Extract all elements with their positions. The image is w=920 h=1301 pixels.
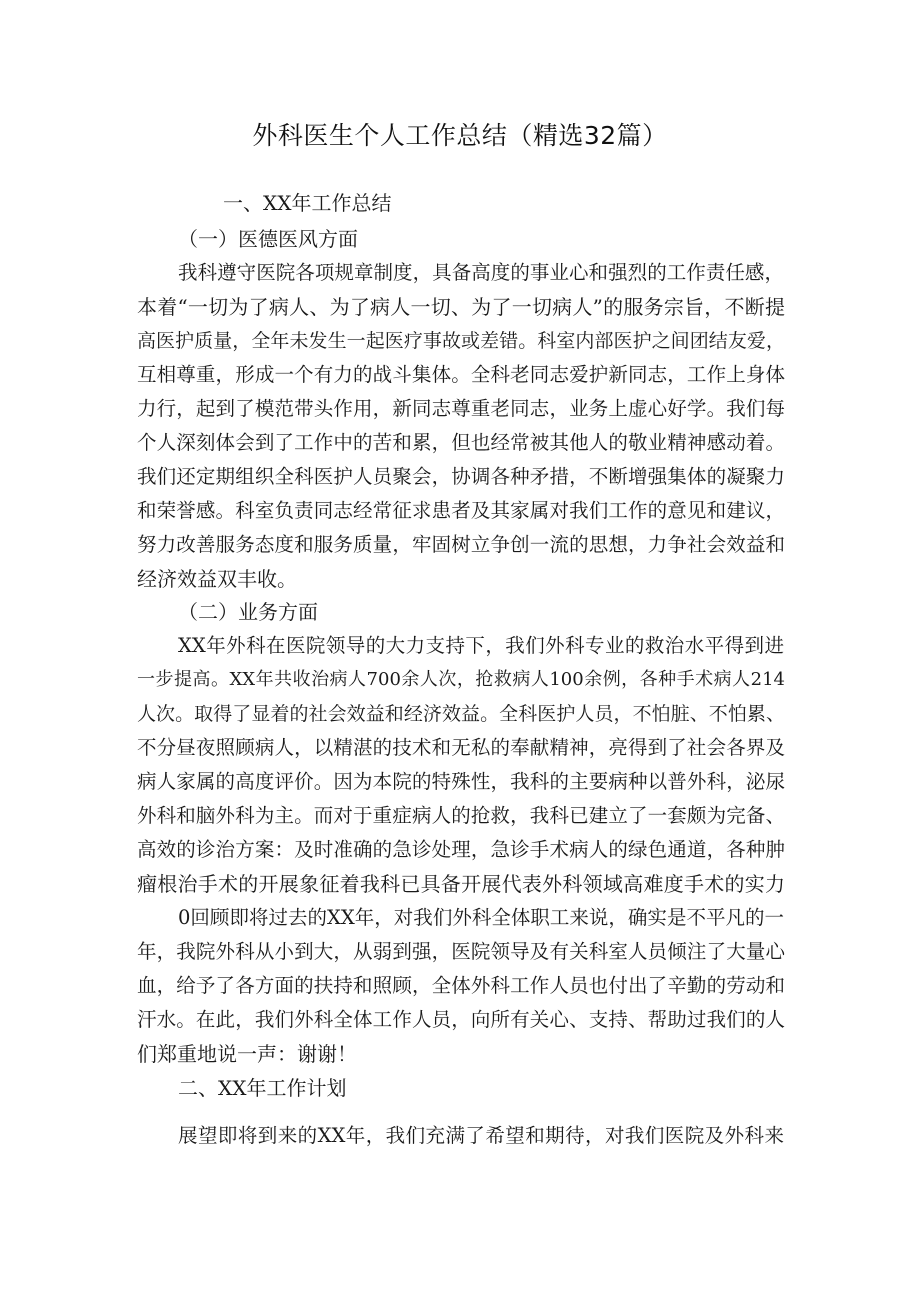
subsection-heading-business: （二）业务方面 — [178, 600, 318, 624]
paragraph-line: 我科遵守医院各项规章制度，具备高度的事业心和强烈的工作责任感， — [178, 261, 784, 284]
paragraph-line: 不分昼夜照顾病人，以精湛的技术和无私的奉献精神，亮得到了社会各界及 — [137, 736, 785, 759]
paragraph-line: 0回顾即将过去的XX年，对我们外科全体职工来说，确实是不平凡的一 — [178, 906, 784, 929]
paragraph-line: 努力改善服务态度和服务质量，牢固树立争创一流的思想，力争社会效益和 — [137, 533, 785, 556]
paragraph-line: 们郑重地说一声：谢谢！ — [137, 1042, 357, 1066]
paragraph-line: 展望即将到来的XX年，我们充满了希望和期待，对我们医院及外科来 — [178, 1124, 784, 1147]
paragraph-line: 我们还定期组织全科医护人员聚会，协调各种矛措，不断增强集体的凝聚力 — [137, 465, 785, 488]
paragraph-line: 外科和脑外科为主。而对于重症病人的抢救，我科已建立了一套颇为完备、 — [137, 804, 785, 827]
paragraph-line: 个人深刻体会到了工作中的苦和累，但也经常被其他人的敬业精神感动着。 — [137, 431, 785, 454]
paragraph-line: 力行，起到了模范带头作用，新同志尊重老同志，业务上虚心好学。我们每 — [137, 397, 785, 420]
paragraph-line: 一步提高。XX年共收治病人700余人次，抢救病人100余例，各种手术病人214 — [137, 669, 785, 690]
paragraph-line: 瘤根治手术的开展象征着我科已具备开展代表外科领域高难度手术的实力 — [137, 872, 785, 896]
paragraph-line: 高医护质量，全年未发生一起医疗事故或差错。科室内部医护之间团结友爱， — [137, 330, 785, 352]
paragraph-line: 本着“一切为了病人、为了病人一切、为了一切病人”的服务宗旨，不断提 — [137, 295, 785, 319]
paragraph-line: 人次。取得了显着的社会效益和经济效益。全科医护人员，不怕脏、不怕累、 — [137, 703, 785, 725]
paragraph-line: 年，我院外科从小到大，从弱到强，医院领导及有关科室人员倾注了大量心 — [137, 940, 785, 963]
paragraph-line: 病人家属的高度评价。因为本院的特殊性，我科的主要病种以普外科，泌尿 — [137, 770, 785, 793]
paragraph-line: 和荣誉感。科室负责同志经常征求患者及其家属对我们工作的意见和建议， — [137, 499, 785, 522]
paragraph-line: 汗水。在此，我们外科全体工作人员，向所有关心、支持、帮助过我们的人 — [137, 1008, 785, 1031]
paragraph-line: XX年外科在医院领导的大力支持下，我们外科专业的救治水平得到进 — [178, 634, 784, 657]
document-title: 外科医生个人工作总结（精选32篇） — [252, 121, 668, 150]
paragraph-line: 高效的诊治方案：及时准确的急诊处理，急诊手术病人的绿色通道，各种肿 — [137, 838, 785, 861]
section-heading-work-plan: 二、XX年工作计划 — [178, 1076, 347, 1100]
section-heading-work-summary: 一、XX年工作总结 — [223, 191, 392, 215]
subsection-heading-medical-ethics: （一）医德医风方面 — [178, 227, 358, 251]
paragraph-line: 血，给予了各方面的扶持和照顾，全体外科工作人员也付出了辛勤的劳动和 — [137, 974, 785, 997]
paragraph-line: 互相尊重，形成一个有力的战斗集体。全科老同志爱护新同志，工作上身体 — [137, 363, 785, 386]
paragraph-line: 经济效益双丰收。 — [137, 567, 297, 591]
